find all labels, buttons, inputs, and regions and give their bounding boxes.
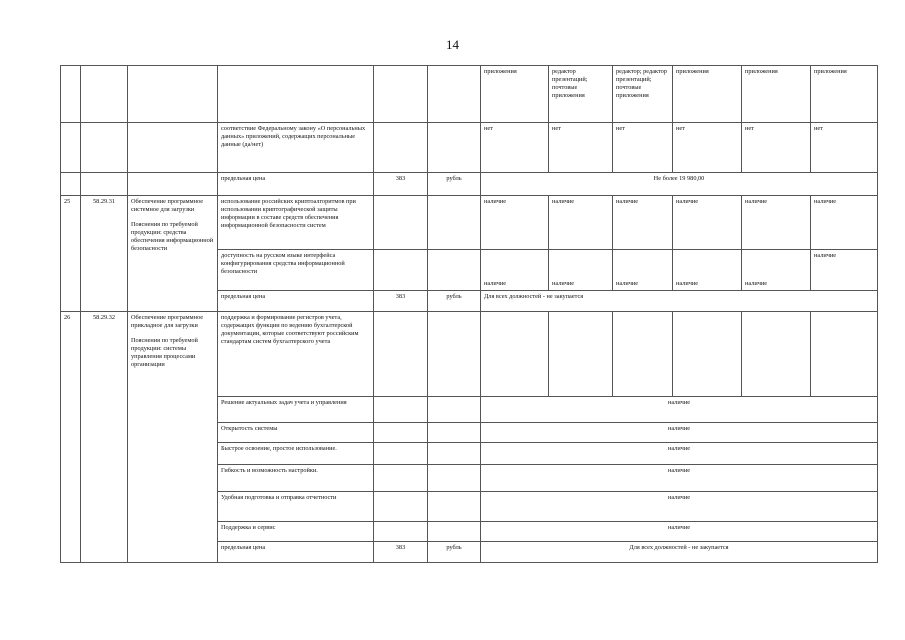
table-cell: наличие xyxy=(742,250,811,291)
product-explanation: Пояснения по требуемой продукции: средства обеспечения информационной безопасности xyxy=(131,221,214,253)
table-cell: наличие xyxy=(673,250,742,291)
table-row xyxy=(61,66,878,123)
table-row xyxy=(61,196,878,250)
table-cell: наличие xyxy=(811,250,878,291)
table-cell: наличие xyxy=(613,196,673,250)
price-label: предельная цена xyxy=(218,173,374,196)
table-cell: приложения xyxy=(811,66,878,123)
table-row xyxy=(61,312,878,397)
characteristic-label: Гибкость и возможность настройки. xyxy=(218,465,374,492)
characteristic-label: соответствие Федеральному закону «О персональных данных» приложений, содержащих персональные данные (да/нет) xyxy=(218,123,374,173)
characteristic-label: Открытость системы xyxy=(218,423,374,443)
page-number: 14 xyxy=(446,37,459,52)
table-cell: наличие xyxy=(742,196,811,250)
table-cell: нет xyxy=(613,123,673,173)
table-cell: нет xyxy=(549,123,613,173)
product-name xyxy=(128,196,218,312)
table-cell: наличие xyxy=(673,196,742,250)
price-value: Для всех должностей - не закупается xyxy=(481,542,878,563)
table-cell: нет xyxy=(673,123,742,173)
table-cell: наличие xyxy=(549,196,613,250)
okpd-code: 58.29.32 xyxy=(81,312,128,563)
table-cell: нет xyxy=(811,123,878,173)
price-unit: рубль xyxy=(428,173,481,196)
characteristic-label: Удобная подготовка и отправка отчетности xyxy=(218,492,374,522)
table-cell: редактор презентаций; почтовые приложения xyxy=(549,66,613,123)
table-row xyxy=(61,123,878,173)
row-number: 25 xyxy=(61,196,81,312)
characteristic-label: доступность на русском языке интерфейса конфигурирования средства информационной безопасности xyxy=(218,250,374,291)
okpd-code: 58.29.31 xyxy=(81,196,128,312)
table-cell: наличие xyxy=(481,522,878,542)
characteristic-label: использование российских криптоалгоритмов при использовании криптографической защиты информации в составе средств обеспечения информационной безопасности систем xyxy=(218,196,374,250)
table-cell: наличие xyxy=(481,465,878,492)
row-number: 26 xyxy=(61,312,81,563)
table-cell: приложения xyxy=(742,66,811,123)
price-value: Не более 19 980,00 xyxy=(481,173,878,196)
table-cell: наличие xyxy=(481,397,878,423)
table-cell: наличие xyxy=(481,250,549,291)
table-cell: наличие xyxy=(481,196,549,250)
table-cell: нет xyxy=(742,123,811,173)
product-spec-table xyxy=(60,65,878,563)
price-code: 383 xyxy=(374,542,428,563)
table-cell: наличие xyxy=(811,196,878,250)
table-row xyxy=(61,173,878,196)
product-title: Обеспечение программное системное для загрузки xyxy=(131,198,204,214)
product-name xyxy=(128,312,218,563)
table-cell: нет xyxy=(481,123,549,173)
characteristic-label: Быстрое освоение, простое использование. xyxy=(218,443,374,465)
characteristic-label: Поддержка и сервис xyxy=(218,522,374,542)
table-cell: наличие xyxy=(613,250,673,291)
price-label: предельная цена xyxy=(218,291,374,312)
characteristic-label: поддержка и формирование регистров учета, содержащих функции по ведению бухгалтерской документации, которые соответствуют российским стандартам систем бухгалтерского учета xyxy=(218,312,374,397)
table-cell: приложения xyxy=(481,66,549,123)
table-cell: редактор; редактор презентаций; почтовые приложения xyxy=(613,66,673,123)
table-cell: наличие xyxy=(549,250,613,291)
characteristic-label: Решение актуальных задач учета и управления xyxy=(218,397,374,423)
table-cell: наличие xyxy=(481,423,878,443)
price-code: 383 xyxy=(374,173,428,196)
price-label: предельная цена xyxy=(218,542,374,563)
price-code: 383 xyxy=(374,291,428,312)
price-unit: рубль xyxy=(428,291,481,312)
price-unit: рубль xyxy=(428,542,481,563)
product-explanation: Пояснения по требуемой продукции: системы управления процессами организации xyxy=(131,337,198,369)
table-cell: наличие xyxy=(481,492,878,522)
product-title: Обеспечение программное прикладное для загрузки xyxy=(131,314,204,330)
table-cell: приложения xyxy=(673,66,742,123)
price-value: Для всех должностей - не закупается xyxy=(481,291,878,312)
table-cell: наличие xyxy=(481,443,878,465)
